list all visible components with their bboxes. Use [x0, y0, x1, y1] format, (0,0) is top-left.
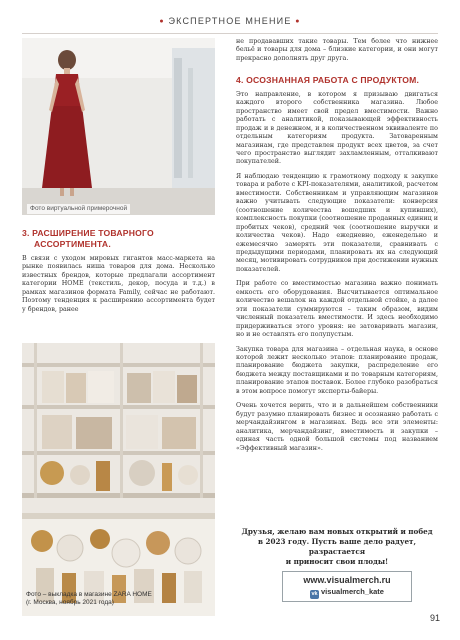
contact-box	[282, 571, 412, 602]
closing-line3: и приносит свои плоды!	[285, 557, 389, 566]
section-3-paragraph: В связи с уходом мировых гигантов масс-маркета на рынке появилась ниша товаров для дома. Несколько известных брендов, которые предлагали ассортимент категории HOME (текстиль, декор, посуда и т.д.) в рамках магазинов формата Family, сейчас не работают. Поэтому тенденция к расширению ассортимента будет у брендов, ранее	[22, 255, 215, 313]
bottom-caption-line2: (г. Москва, ноябрь 2021 года)	[26, 599, 114, 606]
section-4-paragraph-1: Это направление, в котором я призываю двигаться каждого второго собственника магазина. Любое пространство имеет свой предел вместимости. Важно работать с аналитикой, показывающей эффективность продаж и в денежном, и в количественном эквиваленте по отдельным категориям продукта. Затоваренным магазинам, где представлен продукт всех цветов, за счет чего пространство выглядит захламленным, отталкивают покупателей.	[236, 90, 438, 166]
section-3-heading-line1: 3. РАСШИРЕНИЕ ТОВАРНОГО	[22, 228, 154, 238]
bottom-photo-caption	[26, 591, 176, 607]
section-title: ЭКСПЕРТНОЕ МНЕНИЕ	[168, 16, 292, 26]
closing-line2: в 2023 году. Пусть ваше дело радует, разрастается	[258, 537, 416, 556]
section-4-paragraph-4: Закупка товара для магазина – отдельная наука, в основе которой лежит несколько этапов: планирование продаж, планирование бюджета закупки, распределение его бюджета между поставщиками и по товарным категориям, планирование этапов поставок. Более глубоко разобраться в этом вопросе помогут эксперты-байеры.	[236, 345, 438, 395]
section-4-heading: 4. ОСОЗНАННАЯ РАБОТА С ПРОДУКТОМ.	[236, 75, 420, 86]
section-3-heading-line2: АССОРТИМЕНТА.	[34, 238, 111, 249]
header-divider	[22, 33, 438, 34]
closing-wishes	[236, 527, 438, 567]
section-4-paragraph-5: Очень хочется верить, что и в дальнейшем собственники будут разумно планировать бизнес и осознанно работать с мерчандайзингом в магазинах. Ведь все эти элементы: аналитика, мерчандайзинг, вместимость и закупки – единая часть одной большой системы под названием «Эффективный магазин».	[236, 402, 438, 452]
website-link[interactable]: www.visualmerch.ru	[303, 575, 391, 585]
zara-home-display-photo	[22, 343, 215, 616]
vk-icon: vk	[311, 591, 318, 597]
vk-handle: visualmerch_kate	[321, 587, 384, 596]
bullet-icon: ●	[159, 18, 165, 25]
right-article-column	[236, 38, 438, 453]
page-number: 91	[429, 613, 440, 623]
vk-link[interactable]	[283, 587, 411, 599]
closing-line1: Друзья, желаю вам новых открытий и побед	[241, 527, 433, 536]
continuation-paragraph: не продававших такие товары. Тем более что нижнее бельё и товары для дома – близкие категории, и они могут прекрасно дополнять друг друга.	[236, 38, 438, 62]
top-photo-caption: Фото виртуальной примерочной	[27, 204, 130, 214]
left-article-column	[22, 228, 215, 314]
virtual-fitting-room-photo	[22, 38, 215, 215]
section-4-paragraph-2: Я наблюдаю тенденцию к грамотному подходу к закупке товара и работе с KPI-показателями, аналитикой, расчетом вместимости. Собственникам и управляющим магазинов важно учитывать следующие показатели: конверсия (соотношение количества вошедших и купивших), комплексность покупки (соотношение проданных единиц и пробитых чеков), средний чек (соотношение выручки и количества чеков). Надо ежедневно, еженедельно и ежемесячно замерять эти показатели, сравнивать с предыдущими периодами, планировать их на следующий месяц, мотивировать сотрудников при достижении нужных показателей.	[236, 172, 438, 273]
section-4-paragraph-3: При работе со вместимостью магазина важно понимать емкость его оборудования. Высчитывается оптимальное количество вешалок на каждой отдельной стойке, а далее эти показатели суммируются – таким образом, видим численный показатель вместимости. И здесь необходимо придерживаться этого уровня: не затоваривать магазин, но и не оставлять его полупустым.	[236, 280, 438, 339]
bottom-caption-line1: Фото – выкладка в магазине ZARA HOME	[26, 591, 152, 598]
bullet-icon: ●	[295, 18, 301, 25]
section-header	[0, 16, 460, 26]
section-3-heading	[22, 228, 215, 249]
